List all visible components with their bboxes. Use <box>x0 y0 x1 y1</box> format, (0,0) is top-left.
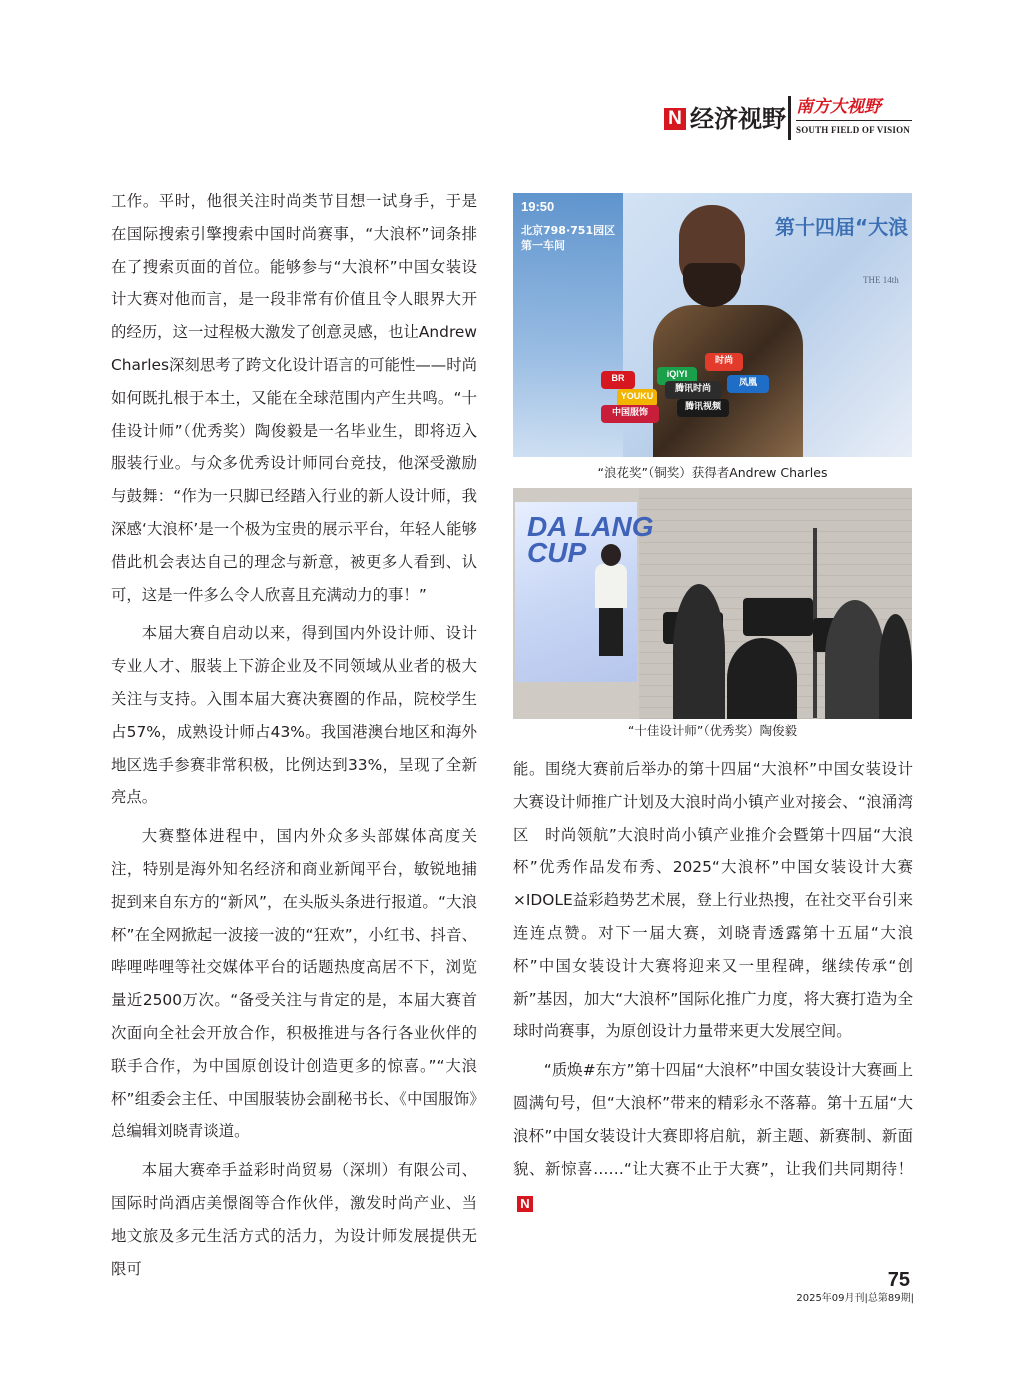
photo-caption: “浪花奖”（铜奖）获得者Andrew Charles <box>597 465 828 480</box>
backdrop-venue-line: 第一车间 <box>521 239 565 252</box>
designer-body <box>595 564 627 608</box>
backdrop-time: 19:50 <box>521 199 555 214</box>
microphone-flag: iQIYI <box>657 367 697 385</box>
right-column <box>513 753 913 1218</box>
crowd-person <box>825 600 885 719</box>
microphone-flag: 腾讯时尚 <box>665 381 721 399</box>
paragraph: 大赛整体进程中，国内外众多头部媒体高度关注，特别是海外知名经济和商业新闻平台，敏锐地捕捉到来自东方的“新风”，在头版头条进行报道。“大浪杯”在全网掀起一波接一波的“狂欢”，小红书、抖音、哔哩哔哩等社交媒体平台的话题热度高居不下，浏览量近2500万次。“备受关注与肯定的是，本届大赛首次面向全社会开放合作，积极推进与各行各业伙伴的联手合作，为中国原创设计创造更多的惊喜。”“大浪杯”组委会主任、中国服装协会副秘书长、《中国服饰》总编辑刘晓青谈道。 <box>111 827 477 1141</box>
section-title: 经济视野 <box>690 104 786 133</box>
dalang-cup-logo <box>527 511 654 568</box>
microphone-flag: 凤凰 <box>727 375 769 393</box>
microphone-flag: 时尚 <box>705 353 743 371</box>
magazine-logo-icon: N <box>664 108 686 130</box>
microphone-flag: 中国服饰 <box>601 405 659 423</box>
paragraph-text: “质焕#东方”第十四届“大浪杯”中国女装设计大赛画上圆满句号，但“大浪杯”带来的精彩永不落幕。第十五届“大浪杯”中国女装设计大赛即将启航，新主题、新赛制、新面貌、新惊喜……“让大赛不止于大赛”，让我们共同期待！ <box>513 1061 913 1178</box>
backdrop-venue <box>521 223 615 253</box>
paragraph: 本届大赛自启动以来，得到国内外设计师、设计专业人才、服装上下游企业及不同领域从业者的极大关注与支持。入围本届大赛决赛圈的作品，院校学生占57%，成熟设计师占43%。我国港澳台地区和海外地区选手参赛非常积极，比例达到33%，呈现了全新亮点。 <box>111 624 477 807</box>
crowd-person <box>673 584 725 719</box>
photo-caption: “十佳设计师”（优秀奖）陶俊毅 <box>627 723 798 738</box>
end-mark-icon: N <box>517 1196 533 1212</box>
brand-subtitle: SOUTH FIELD OF VISION <box>796 125 910 135</box>
designer-head <box>601 544 621 566</box>
microphone-flag: BR <box>601 371 635 389</box>
backdrop-small-text: THE 14th <box>863 275 899 285</box>
brand-underline <box>796 120 912 121</box>
backdrop-title: 第十四届“大浪 <box>775 215 909 239</box>
crowd-person <box>879 614 912 719</box>
page-number: 75 <box>887 1269 910 1291</box>
logo-line: CUP <box>527 537 587 568</box>
microphone-flag: 腾讯视频 <box>677 399 729 417</box>
paragraph: 工作。平时，他很关注时尚类节目想一试身手，于是在国际搜索引擎搜索中国时尚赛事，“大浪杯”词条排在了搜索页面的首位。能够参与“大浪杯”中国女装设计大赛对他而言，是一段非常有价值且令人眼界大开的经历，这一过程极大激发了创意灵感，也让Andrew Charles深刻思考了跨文化设计语言的可能性——时尚如何既扎根于本土，又能在全球范围内产生共鸣。“十佳设计师”（优秀奖）陶俊毅是一名毕业生，即将迈入服装行业。与众多优秀设计师同台竞技，他深受激励与鼓舞：“作为一只脚已经踏入行业的新人设计师，我深感‘大浪杯’是一个极为宝贵的展示平台，年轻人能够借此机会表达自己的理念与新意，被更多人看到、认可，这是一件多么令人欣喜且充满动力的事！” <box>111 192 477 604</box>
logo-line: DA LANG <box>527 511 654 542</box>
designer-legs <box>599 608 623 656</box>
left-column <box>111 185 477 1285</box>
speaker-figure <box>653 205 803 457</box>
camera-icon <box>743 598 813 636</box>
designer-figure <box>593 544 627 656</box>
paragraph: 本届大赛牵手益彩时尚贸易（深圳）有限公司、国际时尚酒店美憬阁等合作伙伴，激发时尚产业、当地文旅及多元生活方式的活力，为设计师发展提供无限可 <box>111 1161 477 1278</box>
paragraph: 能。围绕大赛前后举办的第十四届“大浪杯”中国女装设计大赛设计师推广计划及大浪时尚小镇产业对接会、“浪涌湾区 时尚领航”大浪时尚小镇产业推介会暨第十四届“大浪杯”优秀作品发布秀、2025“大浪杯”中国女装设计大赛×IDOLE益彩趋势艺术展，登上行业热搜，在社交平台引来连连点赞。对下一届大赛，刘晓青透露第十五届“大浪杯”中国女装设计大赛将迎来又一里程碑，继续传承“创新”基因，加大“大浪杯”国际化推广力度，将大赛打造为全球时尚赛事，为原创设计力量带来更大发展空间。 <box>513 760 913 1041</box>
speaker-beard <box>683 263 741 307</box>
issue-info: 2025年09月刊|总第89期| <box>796 1293 914 1304</box>
photo-andrew-charles <box>513 193 912 457</box>
header-divider <box>788 96 791 140</box>
paragraph <box>513 1054 913 1218</box>
crowd-person <box>727 638 797 719</box>
microphone-flag: YOUKU <box>617 389 657 407</box>
backdrop-venue-line: 北京798·751园区 <box>521 224 616 237</box>
brand-logo: 南方大视野 <box>796 97 881 117</box>
photo-tao-junyi <box>513 488 912 719</box>
